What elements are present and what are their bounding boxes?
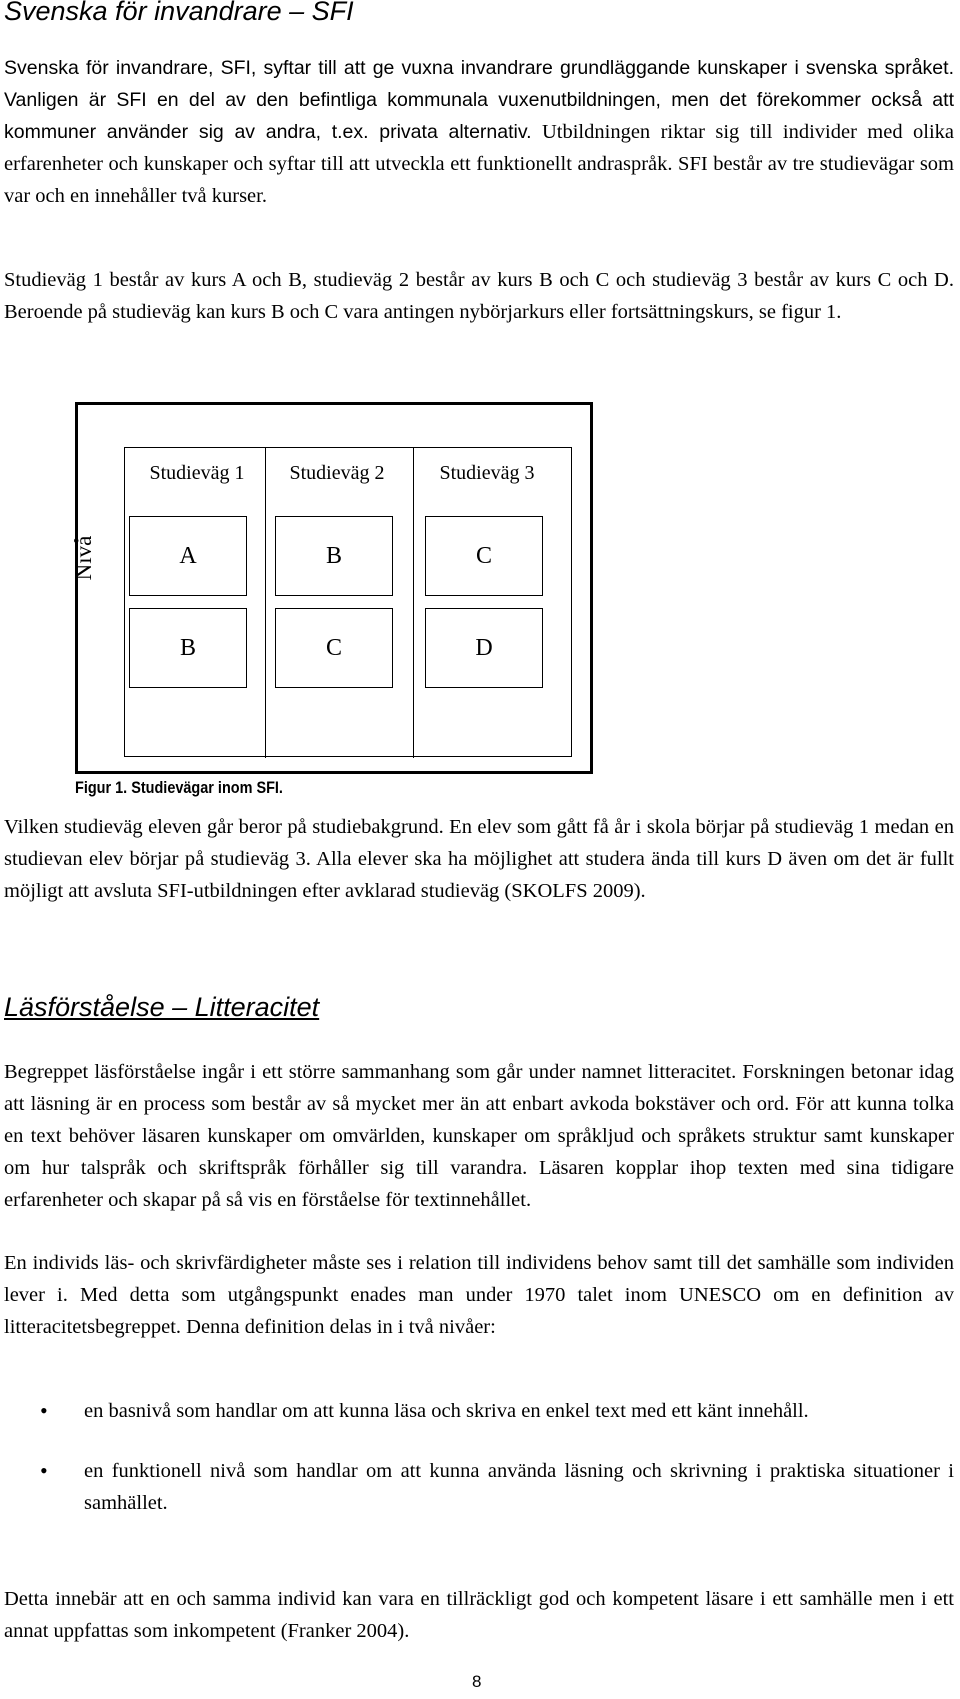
paragraph-studievagar: Studieväg 1 består av kurs A och B, studieväg 2 består av kurs B och C och studieväg 3 består av kurs C och D. Beroende på studieväg kan kurs B och C vara antingen nybörjarkurs eller fortsättningskurs, se figur 1. <box>4 269 954 323</box>
page-number: 8 <box>472 1672 482 1691</box>
paragraph-litteracitet: Begreppet läsförståelse ingår i ett större sammanhang som går under namnet litteracitet. Forskningen betonar idag att läsning är en process som består av så mycket mer än att enbart avkoda bokstäver och ord. För att kunna tolka en text behöver läsaren kunskaper om omvärlden, kunskaper om språkljud och språkets struktur samt kunskaper om hur talspråk och skriftspråk förhåller sig till varandra. Läsaren kopplar ihop texten med sina tidigare erfarenheter och skapar på så vis en förståelse för textinnehållet. <box>4 1061 954 1211</box>
paragraph-unesco: En individs läs- och skrivfärdigheter måste ses i relation till individens behov samt till det samhälle som individen lever i. Med detta som utgångspunkt enades man under 1970 talet inom UNESCO om en definition av litteracitetsbegreppet. Denna definition delas in i två nivåer: <box>4 1252 954 1338</box>
column-divider <box>265 448 266 758</box>
column-header-2: Studieväg 2 <box>289 462 385 484</box>
bullet-icon: • <box>40 1398 48 1423</box>
course-box-a: A <box>129 516 247 596</box>
column-header-1: Studieväg 1 <box>149 462 245 484</box>
studievag-figure <box>71 402 593 774</box>
list-item-text: en basnivå som handlar om att kunna läsa och skriva en enkel text med ett känt innehåll. <box>84 1400 809 1422</box>
paragraph-sfi-intro-serif: Utbildningen riktar sig till individer med olika erfarenheter och kunskaper och syftar till att utveckla ett funktionellt andraspråk. SFI består av tre studievägar som var och en innehåller två kurser. <box>4 121 954 207</box>
paragraph-franker: Detta innebär att en och samma individ kan vara en tillräckligt god och kompetent läsare i ett samhälle men i ett annat uppfattas som inkompetent (Franker 2004). <box>4 1588 954 1642</box>
course-box-c: C <box>275 608 393 688</box>
paragraph-sfi-intro-sans: Svenska för invandrare, SFI, syftar till att ge vuxna invandrare grundläggande kunskaper i svenska språket. Vanligen är SFI en del av den befintliga kommunala vuxenutbildningen, men det förekommer också att kommuner använder sig av andra, t.ex. privata alternativ. <box>4 57 954 143</box>
list-item <box>0 1455 954 1519</box>
section-heading-sfi: Svenska för invandrare – SFI <box>4 0 354 26</box>
section-heading-lasforstaelse: Läsförståelse – Litteracitet <box>4 992 320 1022</box>
bullet-icon: • <box>40 1458 48 1483</box>
column-header-3: Studieväg 3 <box>439 462 535 484</box>
figure-grid <box>124 447 572 757</box>
definition-list <box>0 1395 960 1547</box>
column-divider <box>413 448 414 758</box>
paragraph-studievag-val: Vilken studieväg eleven går beror på studiebakgrund. En elev som gått få år i skola börjar på studieväg 1 medan en studievan elev börjar på studieväg 3. Alla elever ska ha möjlighet att studera ända till kurs D även om det är fullt möjligt att avsluta SFI-utbildningen efter avklarad studieväg (SKOLFS 2009). <box>4 816 954 902</box>
figure-caption: Figur 1. Studievägar inom SFI. <box>75 778 283 797</box>
list-item <box>0 1395 954 1427</box>
course-box-c: C <box>425 516 543 596</box>
course-box-b: B <box>129 608 247 688</box>
course-box-b: B <box>275 516 393 596</box>
paragraph-sfi-intro <box>4 52 954 212</box>
list-item-text: en funktionell nivå som handlar om att kunna använda läsning och skrivning i praktiska situationer i samhället. <box>84 1460 954 1514</box>
niva-axis-label: Nivå <box>71 535 96 581</box>
course-box-d: D <box>425 608 543 688</box>
